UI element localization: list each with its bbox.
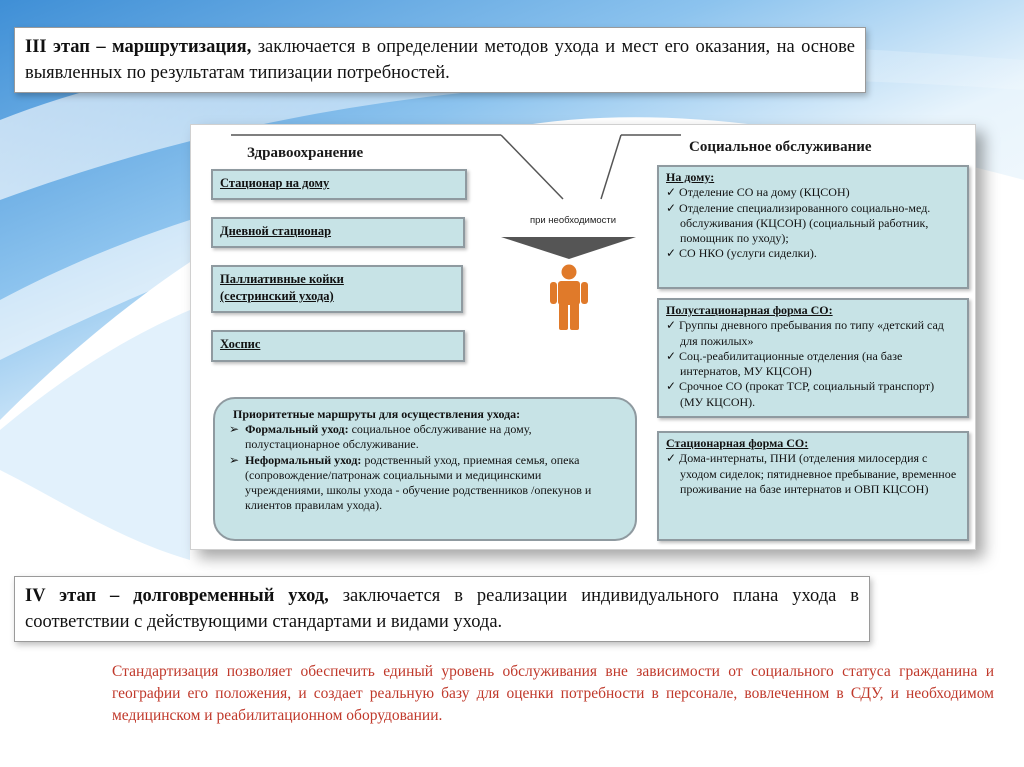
list-item: ✓ Срочное СО (прокат ТСР, социальный транспорт) (МУ КЦСОН). — [666, 379, 935, 409]
list-item: ✓ Группы дневного пребывания по типу «детский сад для пожилых» — [666, 318, 944, 348]
social-title: Социальное обслуживание — [689, 139, 872, 155]
stage3-text: заключается в определении методов ухода и мест его оказания, на основе выявленных по результатам типизации потребностей. — [25, 37, 855, 83]
care-routing-diagram — [190, 124, 976, 550]
social-home-heading: На дому: — [666, 170, 715, 184]
list-item: ✓ Соц.-реабилитационные отделения (на базе интернатов, МУ КЦСОН) — [666, 348, 903, 379]
stage3-box — [14, 27, 866, 93]
person-icon — [546, 263, 592, 331]
list-item: ✓ СО НКО (услуги сиделки). — [666, 246, 817, 261]
priority-routes-box — [213, 397, 637, 541]
list-item: ✓ Дома-интернаты, ПНИ (отделения милосердия с уходом сиделок; пятидневное пребывание, временное проживание на базе интернатов и ОВП КЦСОН) — [666, 451, 957, 496]
formal-care-item: ➢ Формальный уход: социальное обслуживание на дому, полустационарное обслуживание. — [229, 422, 532, 452]
list-item: ✓ Отделение СО на дому (КЦСОН) — [666, 185, 850, 200]
informal-care-item: ➢ Неформальный уход: родственный уход, приемная семья, опека (сопровождение/патронаж социальными и медицинскими учреждениями, школы ухода - обучение родственников /опекунов и клиентов правилам ухода). — [229, 452, 592, 513]
stage4-title: IV этап – долговременный уход, — [25, 586, 329, 606]
healthcare-item-day-hospital: Дневной стационар — [211, 217, 465, 248]
social-home-box — [657, 165, 969, 289]
funnel-shape — [501, 237, 636, 259]
when-needed-label: при необходимости — [529, 215, 617, 226]
healthcare-item-hospice: Хоспис — [211, 330, 465, 362]
list-item: ✓ Отделение специализированного социально-мед. обслуживания (КЦСОН) (социальный работник, помощник по уходу); — [666, 200, 931, 246]
stage3-title: III этап – маршрутизация, — [25, 37, 252, 57]
social-semi-heading: Полустационарная форма СО: — [666, 303, 833, 317]
social-stationary-box — [657, 431, 969, 541]
priority-heading: Приоритетные маршруты для осуществления ухода: — [233, 407, 521, 421]
healthcare-title: Здравоохранение — [247, 145, 364, 161]
stage4-box — [14, 576, 870, 642]
healthcare-item-home-hospital: Стационар на дому — [211, 169, 467, 200]
social-semi-box — [657, 298, 969, 418]
social-stationary-heading: Стационарная форма СО: — [666, 436, 809, 450]
standardization-note: Стандартизация позволяет обеспечить единый уровень обслуживания вне зависимости от социального статуса гражданина и географии его положения, и создает реальную базу для оценки потребности в персонале, вовлеченном в СДУ, и необходимом медицинском и реабилитационном оборудовании. — [112, 663, 994, 724]
healthcare-item-palliative: Паллиативные койки (сестринский ухода) — [211, 265, 463, 313]
stage4-text: заключается в реализации индивидуального плана ухода в соответствии с действующими стандартами и видами ухода. — [25, 586, 859, 632]
